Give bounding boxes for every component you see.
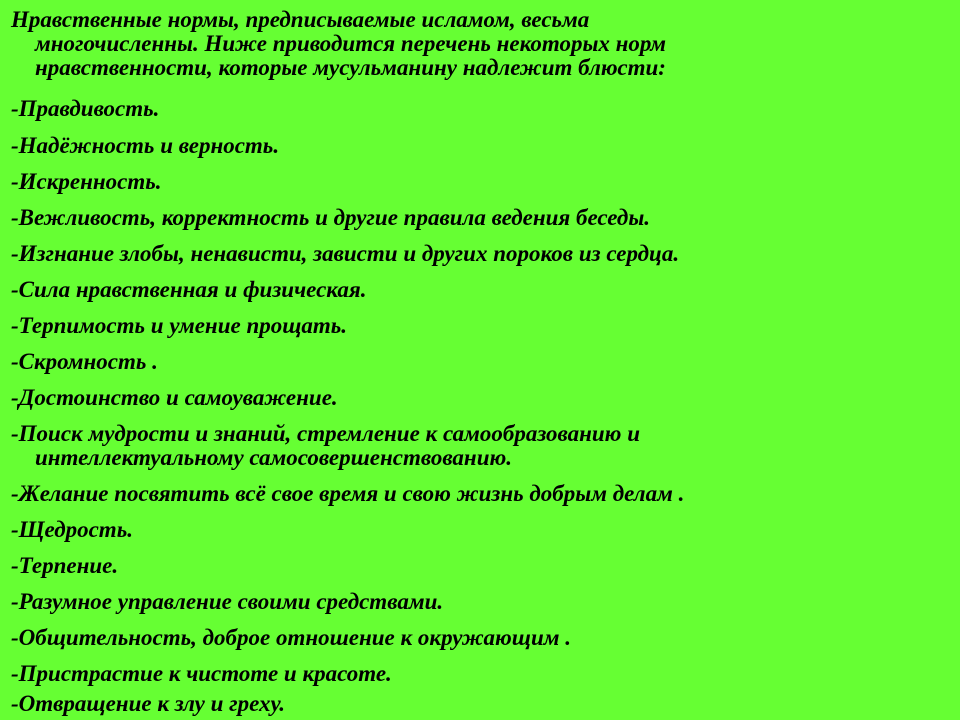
intro-line-3: нравственности, которые мусульманину надлежит блюсти: — [35, 55, 666, 80]
list-item-aversion-to-evil: -Отвращение к злу и греху. — [11, 691, 286, 716]
list-item-good-deeds: -Желание посвятить всё свое время и свою жизнь добрым делам . — [11, 481, 685, 506]
list-item-sociability: -Общительность, доброе отношение к окружающим . — [11, 625, 571, 650]
list-item-generosity: -Щедрость. — [11, 517, 133, 542]
list-item-sincerity: -Искренность. — [11, 169, 162, 194]
list-item-strength: -Сила нравственная и физическая. — [11, 277, 367, 302]
list-item-cleanliness: -Пристрастие к чистоте и красоте. — [11, 661, 392, 686]
list-item-tolerance: -Терпимость и умение прощать. — [11, 313, 348, 338]
list-item-politeness: -Вежливость, корректность и другие правила ведения беседы. — [11, 205, 651, 230]
list-item-reliability: -Надёжность и верность. — [11, 133, 280, 158]
list-item-wisdom-line-1: -Поиск мудрости и знаний, стремление к самообразованию и — [11, 421, 640, 446]
list-item-wisdom-line-2: интеллектуальному самосовершенствованию. — [35, 445, 513, 470]
intro-line-2: многочисленны. Ниже приводится перечень некоторых норм — [35, 31, 667, 56]
list-item-money-management: -Разумное управление своими средствами. — [11, 589, 444, 614]
list-item-patience: -Терпение. — [11, 553, 119, 578]
list-item-banishing-malice: -Изгнание злобы, ненависти, зависти и других пороков из сердца. — [11, 241, 680, 266]
list-item-modesty: -Скромность . — [11, 349, 158, 374]
list-item-truthfulness: -Правдивость. — [11, 96, 160, 121]
list-item-dignity: -Достоинство и самоуважение. — [11, 385, 338, 410]
intro-paragraph — [11, 8, 960, 80]
intro-line-1: Нравственные нормы, предписываемые исламом, весьма — [11, 7, 590, 32]
list-item-wisdom — [11, 422, 960, 470]
